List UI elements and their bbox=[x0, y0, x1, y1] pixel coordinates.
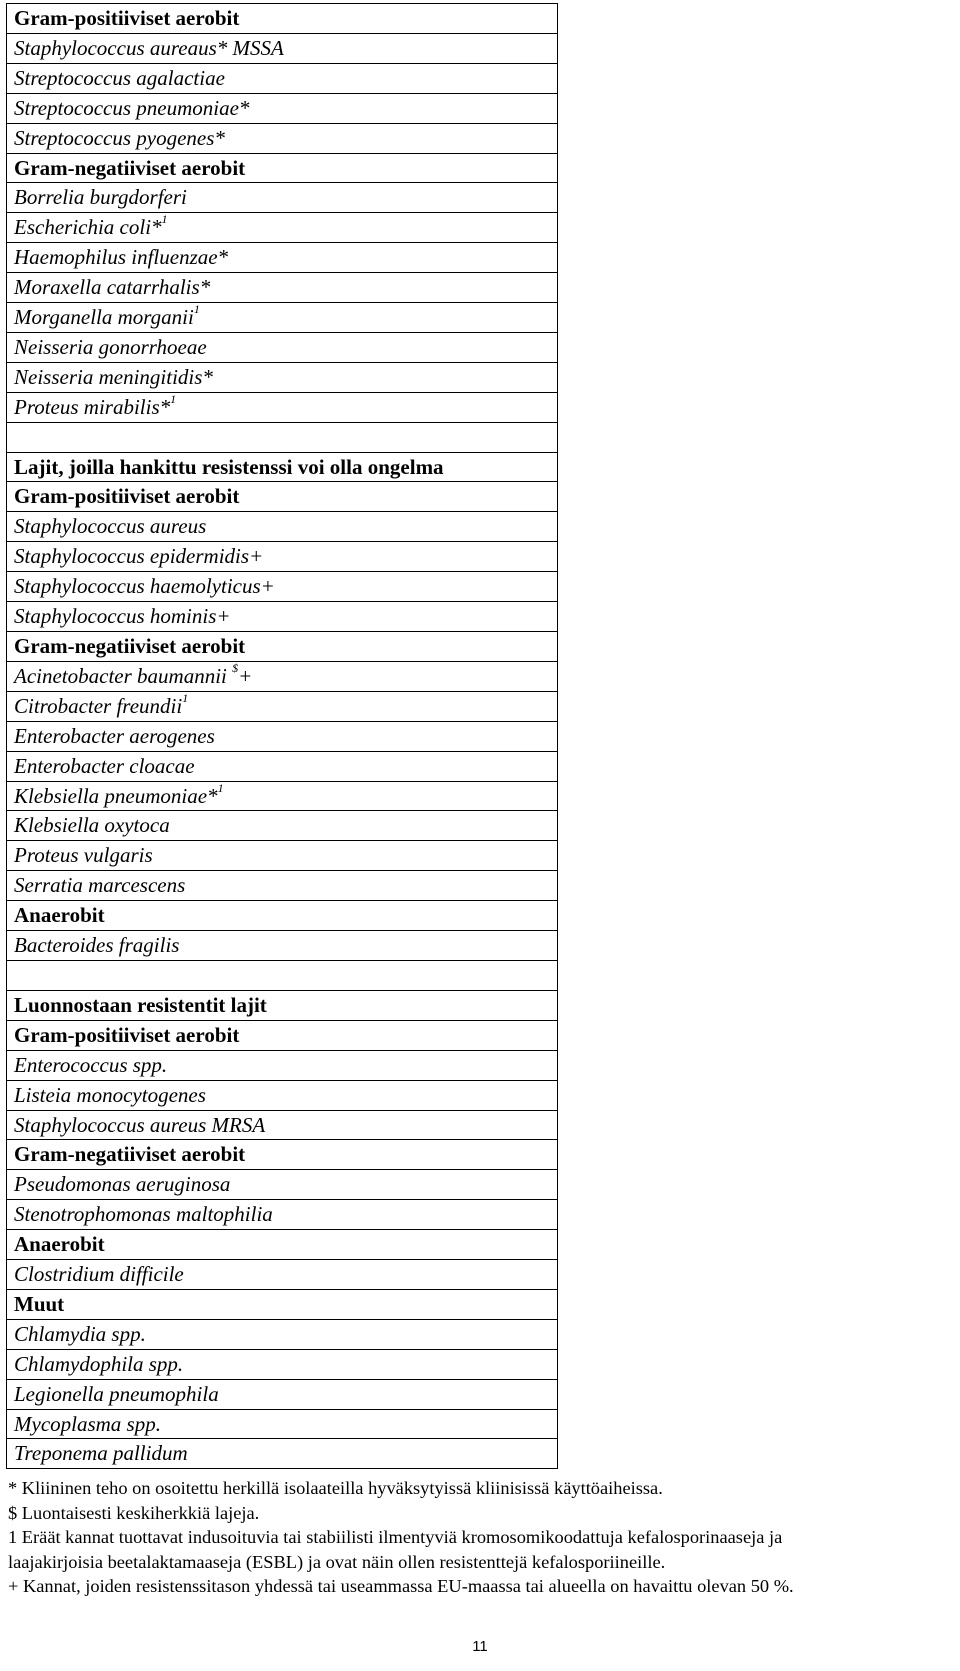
cell-text: Staphylococcus epidermidis+ bbox=[14, 544, 264, 569]
table-heading-row bbox=[7, 482, 558, 512]
species-name bbox=[7, 781, 558, 811]
species-name bbox=[7, 243, 558, 273]
cell-suffix: + bbox=[238, 663, 253, 688]
species-name bbox=[7, 1080, 558, 1110]
cell-text: Gram-negatiiviset aerobit bbox=[14, 634, 246, 659]
table-row bbox=[7, 1260, 558, 1290]
cell-text: Gram-negatiiviset aerobit bbox=[14, 155, 246, 180]
table-row bbox=[7, 183, 558, 213]
footnote-one-line2: laajakirjoisia beetalaktamaaseja (ESBL) ja ovat näin ollen resistenttejä kefalosporiineille. bbox=[8, 1551, 666, 1572]
cell-text: Mycoplasma spp. bbox=[14, 1411, 161, 1436]
cell-text: Chlamydophila spp. bbox=[14, 1351, 184, 1376]
footnote-marker: 1 bbox=[161, 212, 168, 227]
cell-text: Anaerobit bbox=[14, 1232, 105, 1257]
species-name bbox=[7, 572, 558, 602]
species-name bbox=[7, 841, 558, 871]
susceptibility-table bbox=[6, 3, 558, 1469]
table-row bbox=[7, 661, 558, 691]
table-row bbox=[7, 273, 558, 303]
group-heading bbox=[7, 153, 558, 183]
cell-text: Streptococcus pneumoniae* bbox=[14, 95, 250, 120]
species-name bbox=[7, 1379, 558, 1409]
empty-cell bbox=[7, 960, 558, 990]
footnote-marker: $ bbox=[232, 661, 239, 675]
cell-text: Enterobacter cloacae bbox=[14, 753, 195, 778]
cell-text: Anaerobit bbox=[14, 903, 105, 928]
group-heading bbox=[7, 901, 558, 931]
species-name bbox=[7, 392, 558, 422]
group-heading bbox=[7, 1020, 558, 1050]
cell-text: Moraxella catarrhalis* bbox=[14, 275, 211, 300]
table-heading-row bbox=[7, 632, 558, 662]
table-row bbox=[7, 1319, 558, 1349]
table-row bbox=[7, 1349, 558, 1379]
species-name bbox=[7, 1439, 558, 1469]
table-row bbox=[7, 392, 558, 422]
species-name bbox=[7, 213, 558, 243]
cell-text: Legionella pneumophila bbox=[14, 1381, 219, 1406]
cell-text: Serratia marcescens bbox=[14, 873, 186, 898]
cell-text: Treponema pallidum bbox=[14, 1441, 188, 1466]
cell-text: Luonnostaan resistentit lajit bbox=[14, 992, 267, 1017]
susceptibility-table-body bbox=[7, 4, 558, 1469]
cell-text: Gram-negatiiviset aerobit bbox=[14, 1142, 246, 1167]
table-row bbox=[7, 691, 558, 721]
group-heading bbox=[7, 1230, 558, 1260]
table-heading-row bbox=[7, 1140, 558, 1170]
table-row bbox=[7, 33, 558, 63]
cell-text: Staphylococcus aureaus* MSSA bbox=[14, 35, 284, 60]
cell-text: Muut bbox=[14, 1291, 65, 1316]
cell-text: Proteus mirabilis* bbox=[14, 394, 171, 419]
species-name bbox=[7, 93, 558, 123]
group-heading bbox=[7, 1140, 558, 1170]
table-row bbox=[7, 781, 558, 811]
table-row bbox=[7, 1409, 558, 1439]
page-number: 11 bbox=[472, 1638, 488, 1655]
cell-text: Gram-positiiviset aerobit bbox=[14, 484, 240, 509]
species-name bbox=[7, 1050, 558, 1080]
cell-text: Neisseria gonorrhoeae bbox=[14, 334, 207, 359]
species-name bbox=[7, 33, 558, 63]
cell-text: Bacteroides fragilis bbox=[14, 933, 180, 958]
table-heading-row bbox=[7, 1230, 558, 1260]
footnote-marker: 1 bbox=[170, 392, 177, 406]
table-row bbox=[7, 1080, 558, 1110]
table-heading-row bbox=[7, 4, 558, 34]
table-empty-row bbox=[7, 422, 558, 452]
footnote-one-line1: 1 Eräät kannat tuottavat indusoituvia tai stabiilisti ilmentyviä kromosomikoodattuja kefalosporinaaseja ja bbox=[8, 1527, 783, 1548]
table-row bbox=[7, 811, 558, 841]
cell-text: Proteus vulgaris bbox=[14, 843, 153, 868]
species-name bbox=[7, 1200, 558, 1230]
cell-text: Streptococcus agalactiae bbox=[14, 65, 225, 90]
cell-text: Neisseria meningitidis* bbox=[14, 364, 213, 389]
cell-text: Stenotrophomonas maltophilia bbox=[14, 1202, 273, 1227]
cell-text: Enterococcus spp. bbox=[14, 1052, 168, 1077]
cell-text: Enterobacter aerogenes bbox=[14, 723, 215, 748]
species-name bbox=[7, 1170, 558, 1200]
cell-text: Morganella morganii bbox=[14, 305, 194, 330]
table-row bbox=[7, 602, 558, 632]
table-heading-row bbox=[7, 452, 558, 482]
empty-cell bbox=[7, 422, 558, 452]
species-name bbox=[7, 751, 558, 781]
species-name bbox=[7, 332, 558, 362]
table-row bbox=[7, 1170, 558, 1200]
group-heading bbox=[7, 482, 558, 512]
group-heading bbox=[7, 1289, 558, 1319]
cell-text: Haemophilus influenzae* bbox=[14, 245, 229, 270]
species-name bbox=[7, 871, 558, 901]
cell-text: Staphylococcus hominis+ bbox=[14, 604, 231, 629]
footnote-plus: + Kannat, joiden resistenssitason yhdessä tai useammassa EU-maassa tai alueella on havaittu olevan 50 %. bbox=[8, 1576, 794, 1597]
footnotes bbox=[8, 1476, 956, 1599]
table-row bbox=[7, 1110, 558, 1140]
group-heading bbox=[7, 4, 558, 34]
table-heading-row bbox=[7, 153, 558, 183]
species-name bbox=[7, 303, 558, 333]
table-row bbox=[7, 841, 558, 871]
table-row bbox=[7, 303, 558, 333]
species-name bbox=[7, 273, 558, 303]
cell-text: Staphylococcus haemolyticus+ bbox=[14, 574, 275, 599]
table-row bbox=[7, 751, 558, 781]
table-empty-row bbox=[7, 960, 558, 990]
table-row bbox=[7, 871, 558, 901]
footnote-star: * Kliininen teho on osoitettu herkillä isolaateilla hyväksytyissä kliinisissä käyttöaiheissa. bbox=[8, 1478, 663, 1498]
species-name bbox=[7, 123, 558, 153]
table-row bbox=[7, 213, 558, 243]
table-heading-row bbox=[7, 1289, 558, 1319]
footnote-marker: 1 bbox=[193, 302, 200, 317]
species-name bbox=[7, 811, 558, 841]
species-name bbox=[7, 691, 558, 721]
table-row bbox=[7, 243, 558, 273]
species-name bbox=[7, 1349, 558, 1379]
species-name bbox=[7, 512, 558, 542]
species-name bbox=[7, 931, 558, 961]
cell-text: Citrobacter freundii bbox=[14, 693, 183, 718]
table-row bbox=[7, 721, 558, 751]
cell-text: Chlamydia spp. bbox=[14, 1321, 146, 1346]
table-row bbox=[7, 1379, 558, 1409]
species-name bbox=[7, 183, 558, 213]
table-row bbox=[7, 123, 558, 153]
table-row bbox=[7, 93, 558, 123]
footnote-marker: 1 bbox=[217, 781, 224, 795]
species-name bbox=[7, 1319, 558, 1349]
table-heading-row bbox=[7, 901, 558, 931]
species-name bbox=[7, 542, 558, 572]
cell-text: Acinetobacter baumannii bbox=[14, 663, 233, 688]
table-heading-row bbox=[7, 1020, 558, 1050]
cell-text: Streptococcus pyogenes* bbox=[14, 125, 225, 150]
cell-text: Gram-positiiviset aerobit bbox=[14, 6, 240, 30]
group-heading bbox=[7, 632, 558, 662]
footnote-marker: 1 bbox=[182, 691, 189, 705]
species-name bbox=[7, 362, 558, 392]
table-heading-row bbox=[7, 990, 558, 1020]
cell-text: Clostridium difficile bbox=[14, 1262, 184, 1287]
table-row bbox=[7, 362, 558, 392]
table-row bbox=[7, 332, 558, 362]
table-row bbox=[7, 512, 558, 542]
cell-text: Staphylococcus aureus bbox=[14, 514, 207, 539]
table-row bbox=[7, 1439, 558, 1469]
cell-text: Klebsiella oxytoca bbox=[14, 813, 170, 838]
table-row bbox=[7, 1200, 558, 1230]
cell-text: Gram-positiiviset aerobit bbox=[14, 1022, 240, 1047]
species-name bbox=[7, 602, 558, 632]
table-row bbox=[7, 572, 558, 602]
species-name bbox=[7, 1260, 558, 1290]
species-name bbox=[7, 1409, 558, 1439]
table-row bbox=[7, 542, 558, 572]
cell-text: Listeia monocytogenes bbox=[14, 1082, 206, 1107]
cell-text: Escherichia coli* bbox=[14, 215, 162, 240]
table-row bbox=[7, 931, 558, 961]
group-heading bbox=[7, 990, 558, 1020]
table-row bbox=[7, 1050, 558, 1080]
species-name bbox=[7, 721, 558, 751]
species-name bbox=[7, 63, 558, 93]
cell-text: Klebsiella pneumoniae* bbox=[14, 783, 218, 808]
footnote-dollar: $ Luontaisesti keskiherkkiä lajeja. bbox=[8, 1502, 260, 1523]
cell-text: Staphylococcus aureus MRSA bbox=[14, 1112, 266, 1137]
cell-text: Borrelia burgdorferi bbox=[14, 185, 187, 210]
table-row bbox=[7, 63, 558, 93]
cell-text: Lajit, joilla hankittu resistenssi voi olla ongelma bbox=[14, 454, 444, 479]
species-name bbox=[7, 661, 558, 691]
species-name bbox=[7, 1110, 558, 1140]
group-heading bbox=[7, 452, 558, 482]
cell-text: Pseudomonas aeruginosa bbox=[14, 1172, 231, 1197]
